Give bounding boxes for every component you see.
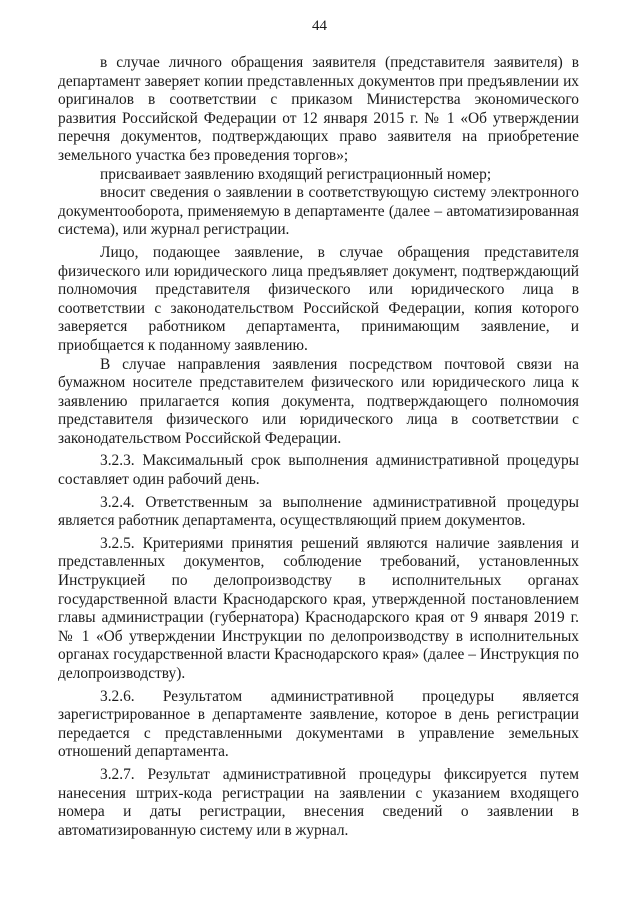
paragraph-certify-copies: в случае личного обращения заявителя (представителя заявителя) в департамент заверяет копии представленных документов при предъявлении их оригиналов в соответствии с приказом Министерства экономического развития Российской Федерации от 12 января 2015 г. № 1 «Об утверждении перечня документов, подтверждающих право заявителя на приобретение земельного участка без проведения торгов»; (58, 54, 579, 164)
paragraph-assign-number: присваивает заявлению входящий регистрационный номер; (100, 165, 492, 183)
paragraph-postal-submission: В случае направления заявления посредством почтовой связи на бумажном носителе представителем физического или юридического лица к заявлению прилагается копия документа, подтверждающего полномочия представителя физического или юридического лица в соответствии с законодательством Российской Федерации. (58, 355, 579, 447)
paragraph-3-2-3: 3.2.3. Максимальный срок выполнения административной процедуры составляет один рабочий день. (58, 452, 579, 489)
paragraph-3-2-7: 3.2.7. Результат административной процедуры фиксируется путем нанесения штрих-кода регистрации на заявлении с указанием входящего номера и даты регистрации, внесения сведений о заявлении в автоматизированную систему или в журнал. (58, 765, 579, 839)
paragraph-3-2-6: 3.2.6. Результатом административной процедуры является зарегистрированное в департаменте заявление, которое в день регистрации передается с представленными документами в управление земельных отношений департамента. (58, 687, 579, 761)
paragraph-representative-document: Лицо, подающее заявление, в случае обращения представителя физического или юридического лица предъявляет документ, подтверждающий полномочия представителя физического или юридического лица в соответствии с законодательством Российской Федерации, копия которого заверяется работником департамента, принимающим заявление, и приобщается к поданному заявлению. (58, 243, 579, 354)
page-number: 44 (312, 18, 327, 34)
paragraph-enter-records: вносит сведения о заявлении в соответствующую систему электронного документооборота, применяемую в департаменте (далее – автоматизированная система), или журнал регистрации. (58, 184, 579, 239)
paragraph-3-2-5: 3.2.5. Критериями принятия решений являются наличие заявления и представленных документов, соблюдение требований, установленных Инструкцией по делопроизводству в исполнительных органах государственной власти Краснодарского края, утвержденной постановлением главы администрации (губернатора) Краснодарского края от 9 января 2019 г. № 1 «Об утверждении Инструкции по делопроизводству в исполнительных органах государственной власти Краснодарского края» (далее – Инструкция по делопроизводству). (58, 534, 579, 682)
paragraph-3-2-4: 3.2.4. Ответственным за выполнение административной процедуры является работник департамента, осуществляющий прием документов. (58, 493, 579, 530)
document-body (58, 54, 579, 840)
